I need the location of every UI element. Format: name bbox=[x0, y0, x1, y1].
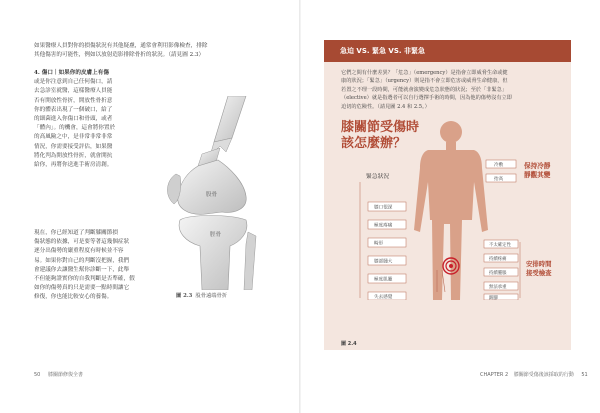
text-line: 不但能夠證實你的自我判斷是否準確，假 bbox=[34, 276, 135, 283]
text-line: 情況，你需要接受評估，如果醫 bbox=[34, 143, 113, 150]
book-title: 膝關節修復全書 bbox=[47, 372, 83, 378]
page-number: 51 bbox=[581, 372, 588, 378]
conclusion-paragraph bbox=[34, 229, 161, 303]
figure-text: 股骨遠端骨折 bbox=[195, 293, 228, 299]
text-line: 如你的傷勢真的只是需要一點時間讓它 bbox=[34, 285, 130, 292]
text-line: 的高風險之中，是非常非常非常 bbox=[34, 134, 113, 141]
text-line: （elective）就是指選者可以自行選擇手術的時間，因為他的傷勢沒有立即 bbox=[341, 95, 512, 102]
emergency-item: 極度肌腫 bbox=[374, 277, 393, 283]
text-line: 康的狀況；「緊急」（urgency）則是指不會立即危害或威脅生命健康，但 bbox=[341, 78, 508, 85]
figure-number: 圖 2.3 bbox=[176, 293, 193, 299]
tibia bbox=[179, 216, 247, 291]
page-number: 50 bbox=[34, 372, 41, 378]
figure-2-3-caption bbox=[176, 291, 227, 299]
text-line: 現在，你已經知道了判斷膝關節損 bbox=[34, 230, 118, 236]
text-line: 如果醫療人員對你的損傷狀況有其他疑慮，通常會利用影像檢查，排除 bbox=[34, 43, 208, 49]
fibula bbox=[244, 232, 256, 290]
text-line: 迫切的危險性。（請見圖 2.4 和 2.5。） bbox=[341, 103, 430, 110]
text-line: 若置之不理一段時間，可能就會演變成危急狀態的狀況；至於「非緊急」 bbox=[341, 86, 508, 93]
sidebar-title: 急迫 VS. 緊急 VS. 非緊急 bbox=[340, 47, 425, 55]
chapter-title: 膝關節受傷後該採取的行動 bbox=[513, 372, 574, 378]
check-item: 不太確定性 bbox=[489, 243, 511, 248]
check-item: 持續腫脹 bbox=[489, 271, 507, 276]
knee-injury-flow-diagram bbox=[324, 120, 571, 300]
calm-heading: 靜觀其變 bbox=[524, 171, 551, 179]
emergency-item: 極度疼痛 bbox=[374, 223, 393, 229]
emergency-item: 畸形 bbox=[374, 241, 384, 247]
wound-paragraph bbox=[34, 69, 128, 170]
femur-shaft bbox=[214, 96, 246, 142]
text-line: 它們之間有什麼差異？「危急」（emergency）是指會立即威脅生命或健 bbox=[341, 70, 508, 76]
calm-heading: 保持冷靜 bbox=[524, 162, 551, 170]
text-line: 給你，再將你送進手術房清創。 bbox=[34, 162, 113, 169]
text-line: 否有開放性骨折，開放性骨折意 bbox=[34, 97, 113, 104]
check-item: 跛腳 bbox=[489, 296, 498, 300]
sidebar-header bbox=[324, 40, 571, 62]
emergency-title: 緊急狀況 bbox=[366, 174, 390, 180]
sidebar-body bbox=[341, 69, 556, 111]
text-line: 傷狀態的依據，可是要等著這幾個症狀 bbox=[34, 239, 130, 246]
femur-label: 股骨 bbox=[206, 192, 218, 198]
emergency-item: 膝部腫大 bbox=[374, 259, 393, 265]
check-heading: 安排時間 bbox=[526, 260, 552, 268]
figure-2-4-caption: 圖 2.4 bbox=[341, 341, 357, 347]
femur-condyle bbox=[178, 160, 246, 214]
text-line: 其他傷害的可能性，例如以放射造影排除骨折的狀況。（請見圖 2.3） bbox=[34, 52, 205, 59]
body-figure bbox=[414, 121, 488, 300]
check-item: 無法承重 bbox=[489, 285, 507, 290]
text-line: 「體內」。的機會，這會將你置於 bbox=[34, 125, 116, 132]
text-line: 會建議你去讓醫生幫你診斷一下，此舉 bbox=[34, 266, 130, 273]
left-footer bbox=[34, 371, 83, 378]
calm-item: 冷敷 bbox=[494, 163, 504, 168]
chapter-label: CHAPTER 2 bbox=[480, 372, 509, 378]
intro-paragraph bbox=[34, 42, 264, 60]
text-line: 4. 傷口｜如果你的皮膚上有傷 bbox=[34, 70, 109, 76]
text-line: 去急診室就醫，這樣醫療人員能 bbox=[34, 88, 113, 95]
text-line: 修復，你也能比較安心的養傷。 bbox=[34, 294, 113, 301]
tibia-label: 脛骨 bbox=[210, 232, 222, 238]
headline-line: 膝關節受傷時 bbox=[341, 120, 420, 135]
text-line: 逐分出傷勢的嚴重程度有時候並不容 bbox=[34, 248, 124, 255]
text-line: 你的體表出現了一個破口，給了 bbox=[34, 106, 113, 113]
emergency-item: 膝口很深 bbox=[374, 205, 393, 211]
text-line: 易。如果你對自己的判斷沒把握，我們 bbox=[34, 257, 130, 264]
text-line: 將化判為開放性骨折，就會開抗 bbox=[34, 152, 113, 159]
calm-item: 抬高 bbox=[494, 177, 504, 182]
text-line: 的細菌進入你傷口和骨頭，或者 bbox=[34, 116, 113, 123]
headline-line: 該怎麼辦？ bbox=[341, 136, 407, 151]
emergency-item: 失去感覺 bbox=[374, 295, 393, 300]
check-heading: 接受檢查 bbox=[526, 269, 552, 277]
check-item: 持續疼痛 bbox=[489, 257, 507, 262]
page-gutter bbox=[299, 0, 301, 413]
text-line: 或是你注意到自己任何傷口，請 bbox=[34, 79, 113, 86]
right-footer bbox=[480, 371, 588, 378]
